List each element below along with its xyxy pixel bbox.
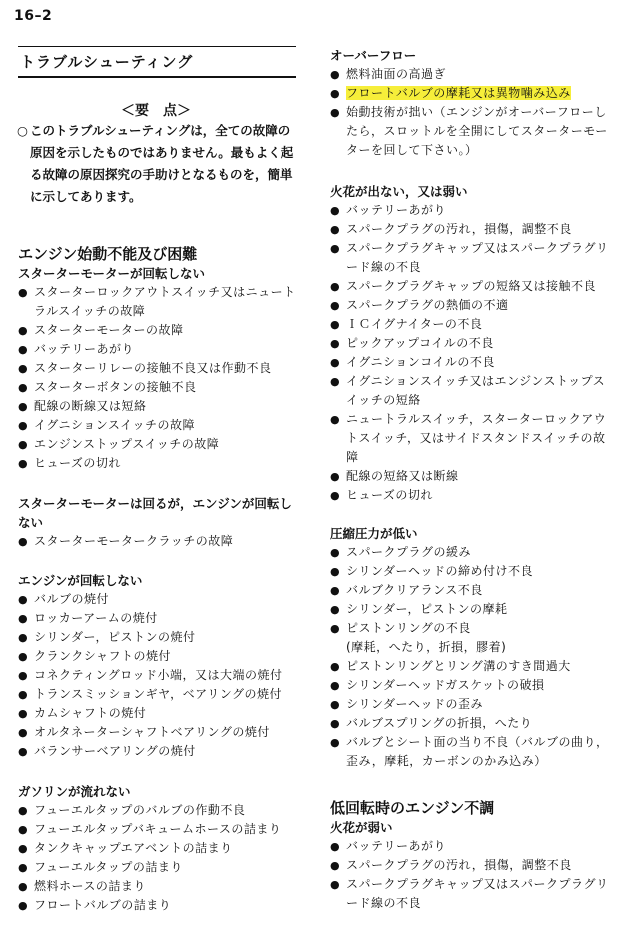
bullet-icon: ● [330, 546, 341, 559]
list-item [330, 296, 616, 315]
bullet-icon: ● [330, 584, 341, 597]
main-heading-low-rpm: 低回転時のエンジン不調 [330, 799, 495, 817]
list-item [330, 486, 616, 505]
list-item-text: エンジンストップスイッチの故障 [34, 437, 220, 451]
list-item [18, 532, 298, 551]
list-item-text: 配線の短絡又は断線 [346, 469, 459, 483]
note-text: このトラブルシューティングは，全ての故障の原因を示したものではありません。最もよく起る故障の原因探究の手助けとなるものを，簡単に示してあります。 [30, 123, 294, 204]
bullet-icon: ● [330, 242, 341, 255]
item-list [330, 201, 616, 505]
list-item [18, 340, 298, 359]
list-item-text: ピックアップコイルの不良 [346, 336, 494, 350]
bullet-icon: ● [18, 899, 29, 912]
bullet-icon: ● [18, 593, 29, 606]
list-item [18, 896, 298, 915]
list-item [330, 581, 616, 600]
bullet-icon: ● [18, 381, 29, 394]
bullet-icon: ● [330, 356, 341, 369]
list-item-text: タンクキャップエアベントの詰まり [34, 841, 233, 855]
list-item-text: イグニションスイッチの故障 [34, 418, 195, 432]
bullet-icon: ● [330, 280, 341, 293]
list-item-text: スパークプラグキャップの短絡又は接触不良 [346, 279, 597, 293]
bullet-icon: ● [18, 400, 29, 413]
bullet-icon: ● [18, 726, 29, 739]
list-item-text: スパークプラグの汚れ，損傷，調整不良 [346, 858, 572, 872]
bullet-icon: ● [330, 413, 341, 426]
list-item-text: フューエルタップのバルブの作動不良 [34, 803, 246, 817]
bullet-icon: ● [18, 823, 29, 836]
list-item-text: シリンダー，ピストンの摩耗 [346, 602, 508, 616]
list-item [330, 410, 616, 467]
list-item-text: ロッカーアームの焼付 [34, 611, 158, 625]
bullet-icon: ● [330, 489, 341, 502]
bullet-icon: ● [330, 859, 341, 872]
bullet-icon: ● [330, 337, 341, 350]
list-item-text: ＩＣイグナイターの不良 [346, 317, 483, 331]
list-item-text: シリンダーヘッドの歪み [346, 697, 484, 711]
list-item-text: 燃料油面の高過ぎ [346, 67, 447, 81]
list-item-text: イグニションスイッチ又はエンジンストップスイッチの短絡 [346, 374, 606, 407]
list-item-text: バルブスプリングの折損，へたり [346, 716, 533, 730]
list-item [330, 733, 616, 771]
item-list [330, 65, 616, 160]
note-circle-icon: ○ [17, 123, 28, 138]
list-item-text: ピストンリングの不良 [346, 621, 471, 635]
bullet-icon: ● [330, 679, 341, 692]
list-item [330, 201, 616, 220]
list-item [330, 856, 616, 875]
left-main-section [18, 244, 298, 473]
list-item [330, 220, 616, 239]
list-item-text: クランクシャフトの焼付 [34, 649, 172, 663]
list-item [18, 283, 298, 321]
bullet-icon: ● [330, 87, 341, 100]
section-heading: オーバーフロー [330, 48, 417, 63]
bullet-icon: ● [18, 286, 29, 299]
bullet-icon: ● [330, 106, 341, 119]
list-item-text: トランスミッションギヤ，ベアリングの焼付 [34, 687, 282, 701]
list-item-text: バッテリーあがり [346, 839, 447, 853]
list-item-text: スターターモーターの故障 [34, 323, 184, 337]
list-item-text: (摩耗，へたり，折損，膠着) [346, 640, 507, 654]
right-section-overflow [330, 46, 616, 160]
bullet-icon: ● [18, 745, 29, 758]
list-item-text: スパークプラグの熱価の不適 [346, 298, 509, 312]
section-heading: スターターモーターが回転しない [18, 266, 206, 281]
list-item-text: バッテリーあがり [346, 203, 447, 217]
list-item-text: 配線の断線又は短絡 [34, 399, 147, 413]
list-item [18, 742, 298, 761]
right-section-low-rpm [330, 798, 616, 913]
list-item [330, 619, 616, 638]
list-item [18, 877, 298, 896]
list-item-text: スターターリレーの接触不良又は作動不良 [34, 361, 272, 375]
list-item [18, 820, 298, 839]
bullet-icon: ● [330, 204, 341, 217]
bullet-icon: ● [18, 842, 29, 855]
list-item-text: フロートバルブの摩耗又は異物噛み込み [346, 86, 571, 100]
bullet-icon: ● [18, 343, 29, 356]
list-item-text: スターターモータークラッチの故障 [34, 534, 234, 548]
list-item-text: スパークプラグの汚れ，損傷，調整不良 [346, 222, 572, 236]
bullet-icon: ● [18, 535, 29, 548]
bullet-icon: ● [330, 698, 341, 711]
list-item-text: イグニションコイルの不良 [346, 355, 495, 369]
list-item [18, 609, 298, 628]
item-list [18, 283, 298, 473]
list-item [18, 839, 298, 858]
list-item-text: スパークプラグキャップ又はスパークプラグリード線の不良 [346, 241, 609, 274]
list-item [18, 416, 298, 435]
left-section-4 [18, 782, 298, 915]
list-item-text: ヒューズの切れ [34, 456, 121, 470]
list-item [330, 239, 616, 277]
bullet-icon: ● [18, 861, 29, 874]
list-item-text: フューエルタップバキュームホースの詰まり [34, 822, 282, 836]
list-item-text: スパークプラグキャップ又はスパークプラグリード線の不良 [346, 877, 609, 910]
list-item-text: ピストンリングとリング溝のすき間過大 [346, 659, 571, 673]
section-heading: 圧縮圧力が低い [330, 526, 418, 541]
list-item [18, 685, 298, 704]
bullet-icon: ● [330, 299, 341, 312]
list-item-text: シリンダーヘッドガスケットの破損 [346, 678, 545, 692]
list-item [330, 353, 616, 372]
bullet-icon: ● [330, 375, 341, 388]
list-item [330, 676, 616, 695]
list-item [330, 277, 616, 296]
bullet-icon: ● [18, 631, 29, 644]
list-item [18, 647, 298, 666]
bullet-icon: ● [18, 650, 29, 663]
list-item [330, 638, 616, 657]
bullet-icon: ● [330, 622, 341, 635]
list-item [18, 801, 298, 820]
list-item [330, 103, 616, 160]
bullet-icon: ● [18, 419, 29, 432]
bullet-icon: ● [18, 324, 29, 337]
bullet-icon: ● [18, 362, 29, 375]
list-item [18, 628, 298, 647]
bullet-icon: ● [330, 68, 341, 81]
bullet-icon: ● [18, 880, 29, 893]
list-item [18, 590, 298, 609]
list-item-text: 燃料ホースの詰まり [34, 879, 146, 893]
right-section-no-spark [330, 182, 616, 505]
note-block [18, 120, 294, 208]
bullet-icon: ● [330, 717, 341, 730]
list-item [330, 714, 616, 733]
bullet-icon: ● [18, 438, 29, 451]
list-item [330, 600, 616, 619]
bullet-icon: ● [18, 804, 29, 817]
list-item [330, 334, 616, 353]
bullet-icon: ● [330, 565, 341, 578]
right-section-compression [330, 524, 616, 771]
bullet-icon: ● [330, 223, 341, 236]
list-item-text: コネクティングロッド小端，又は大端の焼付 [34, 668, 283, 682]
list-item [330, 467, 616, 486]
list-item-text: スターターボタンの接触不良 [34, 380, 197, 394]
list-item-text: カムシャフトの焼付 [34, 706, 147, 720]
left-section-3 [18, 571, 298, 761]
list-item [330, 562, 616, 581]
list-item [330, 657, 616, 676]
item-list [330, 837, 616, 913]
list-item-text: バルブクリアランス不良 [346, 583, 483, 597]
list-item [330, 84, 616, 103]
list-item [330, 543, 616, 562]
list-item [330, 372, 616, 410]
bullet-icon: ● [330, 470, 341, 483]
bullet-icon: ● [330, 318, 341, 331]
list-item-text: スパークプラグの緩み [346, 545, 472, 559]
bullet-icon: ● [330, 660, 341, 673]
list-item-text: バランサーベアリングの焼付 [34, 744, 196, 758]
bullet-icon: ● [330, 603, 341, 616]
list-item [18, 435, 298, 454]
bullet-icon: ● [330, 840, 341, 853]
section-heading: エンジンが回転しない [18, 573, 143, 588]
list-item-text: ヒューズの切れ [346, 488, 433, 502]
bullet-icon: ● [330, 736, 341, 749]
list-item [18, 454, 298, 473]
bullet-icon: ● [18, 457, 29, 470]
list-item [18, 397, 298, 416]
section-heading: 火花が出ない，又は弱い [330, 184, 468, 199]
page-number: 16–2 [14, 8, 53, 24]
list-item [18, 858, 298, 877]
list-item [18, 723, 298, 742]
list-item [18, 704, 298, 723]
list-item [330, 65, 616, 84]
bullet-icon: ● [18, 669, 29, 682]
list-item [330, 315, 616, 334]
list-item [18, 321, 298, 340]
list-item [330, 875, 616, 913]
bullet-icon: ● [18, 707, 29, 720]
list-item [330, 695, 616, 714]
item-list [18, 532, 298, 551]
section-heading: 火花が弱い [330, 820, 393, 835]
list-item [330, 837, 616, 856]
page-title: トラブルシューティング [18, 46, 296, 78]
list-item [18, 378, 298, 397]
list-item-text: バルブの焼付 [34, 592, 110, 606]
left-section-2 [18, 494, 298, 551]
section-heading: ガソリンが流れない [18, 784, 131, 799]
list-item-text: フューエルタップの詰まり [34, 860, 183, 874]
bullet-icon: ● [330, 878, 341, 891]
list-item-text: 始動技術が拙い（エンジンがオーバーフローしたら，スロットルを全開にしてスターターモーターを回して下さい。） [346, 105, 608, 157]
list-item-text: バルブとシート面の当り不良（バルブの曲り，歪み，摩耗，カーボンのかみ込み） [346, 735, 609, 768]
note-heading: ＜要 点＞ [121, 103, 191, 119]
list-item-text: シリンダーヘッドの締め付け不良 [346, 564, 534, 578]
list-item [18, 666, 298, 685]
bullet-icon: ● [18, 612, 29, 625]
list-item-text: シリンダー，ピストンの焼付 [34, 630, 196, 644]
item-list [330, 543, 616, 771]
main-heading-start-failure: エンジン始動不能及び困難 [18, 245, 198, 263]
bullet-icon: ● [18, 688, 29, 701]
list-item-text: スターターロックアウトスイッチ又はニュートラルスイッチの故障 [34, 285, 296, 318]
list-item-text: バッテリーあがり [34, 342, 135, 356]
list-item [18, 359, 298, 378]
list-item-text: オルタネーターシャフトベアリングの焼付 [34, 725, 270, 739]
list-item-text: ニュートラルスイッチ，スターターロックアウトスイッチ，又はサイドスタンドスイッチの故障 [346, 412, 607, 464]
item-list [18, 590, 298, 761]
section-heading: スターターモーターは回るが，エンジンが回転しない [18, 496, 292, 530]
item-list [18, 801, 298, 915]
list-item-text: フロートバルブの詰まり [34, 898, 172, 912]
